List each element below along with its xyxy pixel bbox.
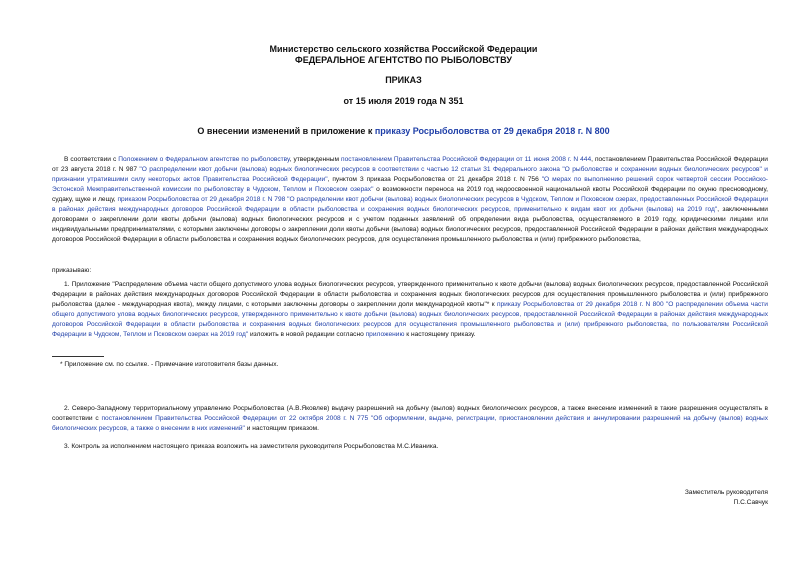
signature-name: П.С.Савчук xyxy=(733,499,768,506)
order-756-link[interactable]: "О мерах по выполнению решений сорок четвертой сессии Российско-Эстонской Межправительственной комиссии по рыболовству в Чудском, Теплом и Псковском озерах" xyxy=(52,176,768,193)
item-1-text-1: 1. Приложение "Распределение объема части общего допустимого улова водных биологических ресурсов, утвержденного применительно к квоте добычи (вылова) водных биологических ресурсов, предоставленной Российской Федерации в районах действия международных договоров Российской Федерации в области рыболовства и сохранения водных биологических ресурсов для осуществления промышленного рыболовства и (или) прибрежного рыболовства (далее - международная квота), между лицами, с которыми заключены договоры о закреплении доли международной квоты"* к xyxy=(52,281,768,308)
preamble-text-5: о возможности переноса на 2019 год недоосвоенной национальной квоты Российской Федерации по окуню пресноводному, судаку, щуке и лещу, xyxy=(52,186,768,203)
preamble-text-4: , пунктом 3 приказа Росрыболовства от 21 декабря 2018 г. N 756 xyxy=(327,176,542,183)
item-2-text-2: и настоящим приказом. xyxy=(244,425,319,432)
ministry-name: Министерство сельского хозяйства Российской Федерации xyxy=(269,44,538,54)
document-date-number: от 15 июля 2019 года N 351 xyxy=(343,96,464,106)
footnote: * Приложение см. по ссылке. - Примечание изготовителя базы данных. xyxy=(60,361,279,368)
document-type: ПРИКАЗ xyxy=(385,75,422,85)
item-1-paragraph xyxy=(52,280,768,340)
preamble-text-6: , заключенными договорами о закреплении доли квоты добычи (вылова) водных биологических ресурсов и с учетом поданных заявлений об определении вида рыболовства, осуществляемого в 2019 году, юридическими лицами или индивидуальными предпринимателями, с которыми заключены договоры о закреплении доли квоты добычи (вылова) водных биологических ресурсов, предоставленной Российской Федерации в районах действия международных договоров Российской Федерации в области рыболовства и сохранения водных биологических ресурсов, для осуществления промышленного рыболовства и (или) прибрежного рыболовства, xyxy=(52,206,768,243)
order-word: приказываю: xyxy=(52,267,92,274)
footnote-divider xyxy=(52,356,104,357)
preamble-text-3: , постановлением Правительства Российской Федерации от 23 августа 2018 г. N 987 xyxy=(52,156,768,173)
resolution-444-link[interactable]: постановлением Правительства Российской Федерации от 11 июня 2008 г. N 444 xyxy=(341,156,592,163)
agency-name: ФЕДЕРАЛЬНОЕ АГЕНТСТВО ПО РЫБОЛОВСТВУ xyxy=(295,55,512,65)
preamble-text-1: В соответствии с xyxy=(64,156,119,163)
signature-position: Заместитель руководителя xyxy=(684,489,768,496)
item-1-text-2: изложить в новой редакции согласно xyxy=(248,331,366,338)
document-title xyxy=(0,126,807,137)
item-3-paragraph: 3. Контроль за исполнением настоящего приказа возложить на заместителя руководителя Росрыболовства М.С.Иваника. xyxy=(64,443,439,450)
order-798-link[interactable]: приказом Росрыболовства от 29 декабря 2018 г. N 798 "О распределении квот добычи (вылова) водных биологических ресурсов в Чудском, Теплом и Псковском озерах, предоставленных Российской Федерации в районах действия международных договоров Российской Федерации в области рыболовства и сохранения водных биологических ресурсов, применительно к видам квот их добычи (вылова) на 2019 год" xyxy=(52,196,768,213)
regulation-link[interactable]: Положением о Федеральном агентстве по рыболовству xyxy=(118,156,290,163)
resolution-987-link[interactable]: "О распределении квот добычи (вылова) водных биологических ресурсов в соответствии с частью 12 статьи 31 Федерального закона "О рыболовстве и сохранении водных биологических ресурсов" и признании утратившими силу некоторых актов Правительства Российской Федерации" xyxy=(52,166,768,183)
preamble-text-2: , утвержденным xyxy=(289,156,342,163)
resolution-775-link[interactable]: постановлением Правительства Российской Федерации от 22 октября 2008 г. N 775 "Об оформлении, выдаче, регистрации, приостановлении действия и аннулировании разрешений на добычу (вылов) водных биологических ресурсов, а также о внесении в них изменений" xyxy=(52,415,768,432)
item-2-paragraph xyxy=(52,404,768,434)
title-order-link[interactable]: приказу Росрыболовства от 29 декабря 2018 г. N 800 xyxy=(374,126,610,136)
title-prefix: О внесении изменений в приложение к xyxy=(197,126,375,136)
item-2-text-1: 2. Северо-Западному территориальному управлению Росрыболовства (А.В.Яковлев) выдачу разрешений на добычу (вылов) водных биологических ресурсов, а также внесение изменений в такие разрешения осуществлять в соответствии с xyxy=(52,405,768,422)
preamble-paragraph xyxy=(52,155,768,245)
appendix-link[interactable]: приложению xyxy=(365,331,405,338)
item-1-text-3: к настоящему приказу. xyxy=(404,331,476,338)
order-800-link[interactable]: приказу Росрыболовства от 29 декабря 2018 г. N 800 "О распределении объема части общего допустимого улова водных биологических ресурсов, утвержденного применительно к квоте добычи (вылова) водных биологических ресурсов, предоставленной Российской Федерации в районах действия международных договоров Российской Федерации в области рыболовства и сохранения водных биологических ресурсов для осуществления промышленного рыболовства и (или) прибрежного рыболовства, по пользователям Российской Федерации в Чудском, Теплом и Псковском озерах на 2019 год" xyxy=(52,301,768,338)
